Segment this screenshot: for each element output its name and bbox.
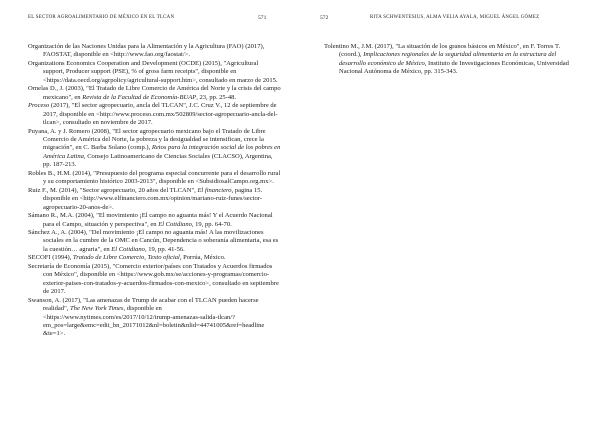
reference-text: Robles B., H.M. (2014), "Presupuesto del programa especial concurrente para el desarrollo rural y su comportamiento histórico 2003-2013", disponible en <SubsidiosalCampo.org.mx>.	[28, 169, 281, 186]
reference-title-italic: El financiero	[197, 186, 232, 194]
reference-text: Secretaría de Economía (2015), "Comercio exterior/países con Tratados y Acuerdos firmados con México", disponible en <https://www.gob.mx/se/acciones-y-programas/comercio-exterior-paises-con-tratados-y-acuerdos-firmados-con-mexico>, consultado en septiembre de 2017.	[28, 262, 279, 296]
reference-text: , 23, pp. 25-48.	[196, 93, 237, 101]
running-head: EL SECTOR AGROALIMENTARIO DE MÉXICO EN EL TLCAN	[28, 15, 175, 20]
reference-text: Organizations Economics Cooperation and Development (OCDE) (2015), "Agricultural support, Producer support (PSE), % of gross farm receipts", disponible en <https://data.oecd.org/agrpolicy/agricultural-support.htm>, consultado en marzo de 2015.	[28, 59, 278, 84]
reference-entry	[28, 229, 281, 254]
reference-title-italic: Tratado de Libre Comercio, Texto oficial	[72, 254, 180, 262]
reference-title-italic: Retos para la integración social de los pobres en América Latina	[43, 144, 281, 160]
reference-entry	[28, 102, 281, 127]
reference-entry	[28, 212, 281, 229]
reference-text: , Porrúa, México.	[179, 254, 226, 262]
reference-entry	[28, 263, 281, 297]
reference-entry	[324, 43, 574, 77]
right-page	[300, 0, 600, 431]
reference-text: Tolentino M., J.M. (2017), "La situación de los granos básicos en México", en F. Torres T. (coord.),	[324, 43, 561, 59]
reference-title-italic: Proceso	[28, 102, 50, 110]
reference-title-italic: El Cotidiano	[158, 220, 192, 228]
reference-text: , 19, pp. 64-70.	[191, 220, 232, 228]
running-head: RITA SCHWENTESIUS, ALMA VELIA AYALA, MIGUEL ÁNGEL GÓMEZ	[370, 15, 540, 20]
reference-entry	[28, 85, 281, 102]
reference-text: Swanson, A. (2017), "Las amenazas de Trump de acabar con el TLCAN pueden hacerse realidad",	[28, 296, 259, 313]
reference-text: SECOFI (1994),	[28, 254, 73, 262]
reference-text: , Consejo Latinoamericano de Ciencias Sociales (CLACSO), Argentina, pp. 187-213.	[43, 152, 273, 169]
reference-title-italic: Revista de la Facultad de Economía-BUAP	[82, 93, 197, 101]
reference-text: , pagina 15. disponible en <http://www.elfinanciero.com.mx/opinion/mariano-ruiz-funes/sector-agropecuario-20-anos-de>.	[43, 186, 263, 211]
reference-list	[28, 43, 281, 339]
page-number: 572	[320, 15, 329, 21]
reference-text: , disponible en <https://www.nytimes.com/es/2017/10/12/trump-amenazas-salida-tlcan/?em_pos=large&emc=edit_bn_20171012&nl=boletin&nlid=44741005&ref=headline &te=1>.	[43, 305, 265, 338]
reference-list	[324, 43, 574, 77]
reference-entry	[28, 43, 281, 60]
reference-entry	[28, 254, 281, 262]
reference-entry	[28, 60, 281, 85]
reference-text: Organización de las Naciones Unidas para la Alimentación y la Agricultura (FAO) (2017), FAOSTAT, disponible en <http://www.fao.org/faostat/>.	[28, 43, 265, 59]
reference-entry	[28, 297, 281, 339]
reference-text: Puyana, A. y J. Romero (2008), "El sector agropecuario mexicano bajo el Tratado de Libre Comercio de América del Norte, la pobreza y la desigualdad se intensifican, crece la migración", en C. Barba Solano (comp.),	[28, 127, 266, 152]
page-number: 571	[258, 15, 267, 21]
reference-text: , Instituto de Investigaciones Económicas, Universidad Nacional Autónoma de México, pp. 315-343.	[339, 59, 569, 76]
reference-text: , 19, pp. 41-56.	[144, 245, 185, 253]
reference-text: Sámano R., M.A. (2004), "El movimiento ¡El campo no aguanta más! Y el Acuerdo Nacional para el Campo, situación y perspectiva", en	[28, 212, 273, 228]
reference-title-italic: Implicaciones regionales de la seguridad alimentaria en la estructura del desarrollo económico de México	[339, 51, 557, 67]
reference-text: Ruiz F., M. (2014), "Sector agropecuario, 20 años del TLCAN",	[28, 186, 198, 194]
reference-text: Ornelas D., J. (2003), "El Tratado de Libre Comercio de América del Norte y la crisis del campo mexicano", en	[28, 85, 281, 101]
reference-entry	[28, 128, 281, 170]
reference-text: (2017), "El sector agropecuario, ancla del TLCAN", J.C. Cruz V., 12 de septiembre de 2017, disponible en <http://www.proceso.com.mx/502809/sector-agropecuario-ancla-del-tlcan>, consultado en noviembre de 2017.	[43, 102, 278, 127]
reference-text: Sánchez A., A. (2004), "Del movimiento ¡El campo no aguanta más! A las movilizaciones sociales en la cumbre de la OMC en Cancún, Dependencia o soberanía alimentaria, esa es la cuestión… agraria", en	[28, 228, 279, 253]
reference-entry	[28, 170, 281, 187]
reference-title-italic: The New York Times	[70, 305, 124, 313]
reference-title-italic: El Cotidiano	[111, 245, 145, 253]
reference-entry	[28, 187, 281, 212]
